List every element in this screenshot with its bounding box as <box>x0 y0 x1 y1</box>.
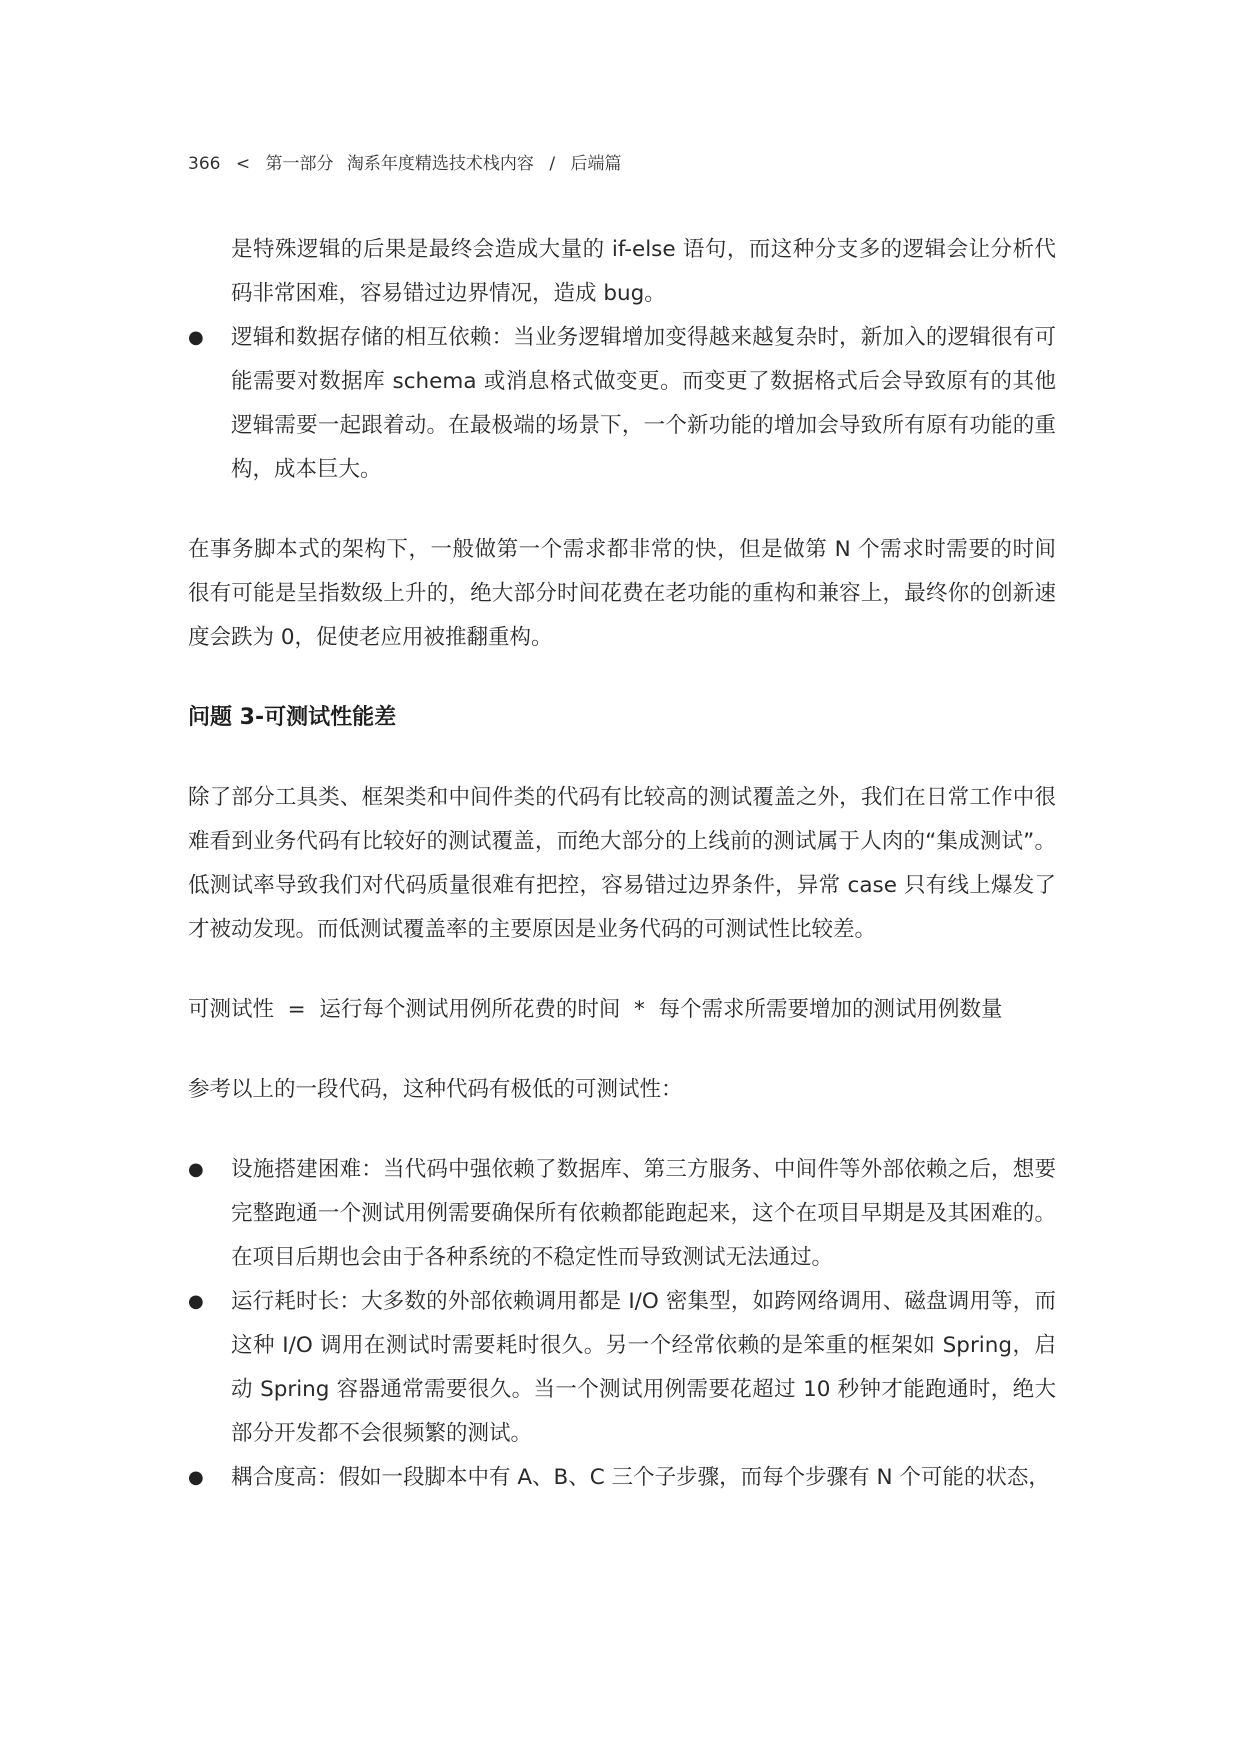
bullet-text-coupling: 逻辑和数据存储的相互依赖：当业务逻辑增加变得越来越复杂时，新加入的逻辑很有可能需要对数据库 schema 或消息格式做变更。而变更了数据格式后会导致原有的其他逻辑需要一起跟着动。在最极端的场景下，一个新功能的增加会导致所有原有功能的重构，成本巨大。 <box>231 325 1056 482</box>
paragraph-reference: 参考以上的一段代码，这种代码有极低的可测试性： <box>188 1077 683 1102</box>
paragraph-transaction-script: 在事务脚本式的架构下，一般做第一个需求都非常的快，但是做第 N 个需求时需要的时间很有可能是呈指数级上升的，绝大部分时间花费在老功能的重构和兼容上，最终你的创新速度会跌为 0，促使老应用被推翻重构。 <box>188 537 1056 650</box>
bullet-dot: ● <box>188 1291 204 1312</box>
list-item <box>188 316 1056 492</box>
paragraph-testing: 除了部分工具类、框架类和中间件类的代码有比较高的测试覆盖之外，我们在日常工作中很难看到业务代码有比较好的测试覆盖，而绝大部分的上线前的测试属于人肉的“集成测试”。低测试率导致我们对代码质量很难有把控，容易错过边界条件，异常 case 只有线上爆发了才被动发现。而低测试覆盖率的主要原因是业务代码的可测试性比较差。 <box>188 785 1056 942</box>
continued-bullet-text: 是特殊逻辑的后果是最终会造成大量的 if-else 语句，而这种分支多的逻辑会让分析代码非常困难，容易错过边界情况，造成 bug。 <box>231 237 1056 306</box>
list-item <box>188 1280 1056 1456</box>
header-book-title: 淘系年度精选技术栈内容 <box>346 154 534 174</box>
page-number: 366 <box>188 154 221 174</box>
bullet-text-high-coupling: 耦合度高：假如一段脚本中有 A、B、C 三个子步骤，而每个步骤有 N 个可能的状态， <box>231 1465 1050 1490</box>
formula-line: 可测试性 = 运行每个测试用例所花费的时间 * 每个需求所需要增加的测试用例数量 <box>188 997 1003 1022</box>
bullet-text-infra: 设施搭建困难：当代码中强依赖了数据库、第三方服务、中间件等外部依赖之后，想要完整跑通一个测试用例需要确保所有依赖都能跑起来，这个在项目早期是及其困难的。在项目后期也会由于各种系统的不稳定性而导致测试无法通过。 <box>231 1157 1056 1270</box>
section-heading: 问题 3-可测试性能差 <box>188 705 397 730</box>
bullet-dot: ● <box>188 1159 204 1180</box>
bullet-text-runtime: 运行耗时长：大多数的外部依赖调用都是 I/O 密集型，如跨网络调用、磁盘调用等，而这种 I/O 调用在测试时需要耗时很久。另一个经常依赖的是笨重的框架如 Spring，启动 Spring 容器通常需要很久。当一个测试用例需要花超过 10 秒钟才能跑通时，绝大部分开发都不会很频繁的测试。 <box>231 1289 1056 1446</box>
header-part: 第一部分 <box>265 154 334 174</box>
list-item <box>188 1456 1056 1500</box>
running-header <box>188 152 621 176</box>
bullet-dot: ● <box>188 327 204 348</box>
list-item <box>188 1148 1056 1280</box>
bullet-dot: ● <box>188 1467 204 1488</box>
header-slash: / <box>549 154 556 174</box>
page-body <box>188 228 1056 1500</box>
header-chevron: < <box>235 154 251 174</box>
header-section: 后端篇 <box>570 154 622 174</box>
